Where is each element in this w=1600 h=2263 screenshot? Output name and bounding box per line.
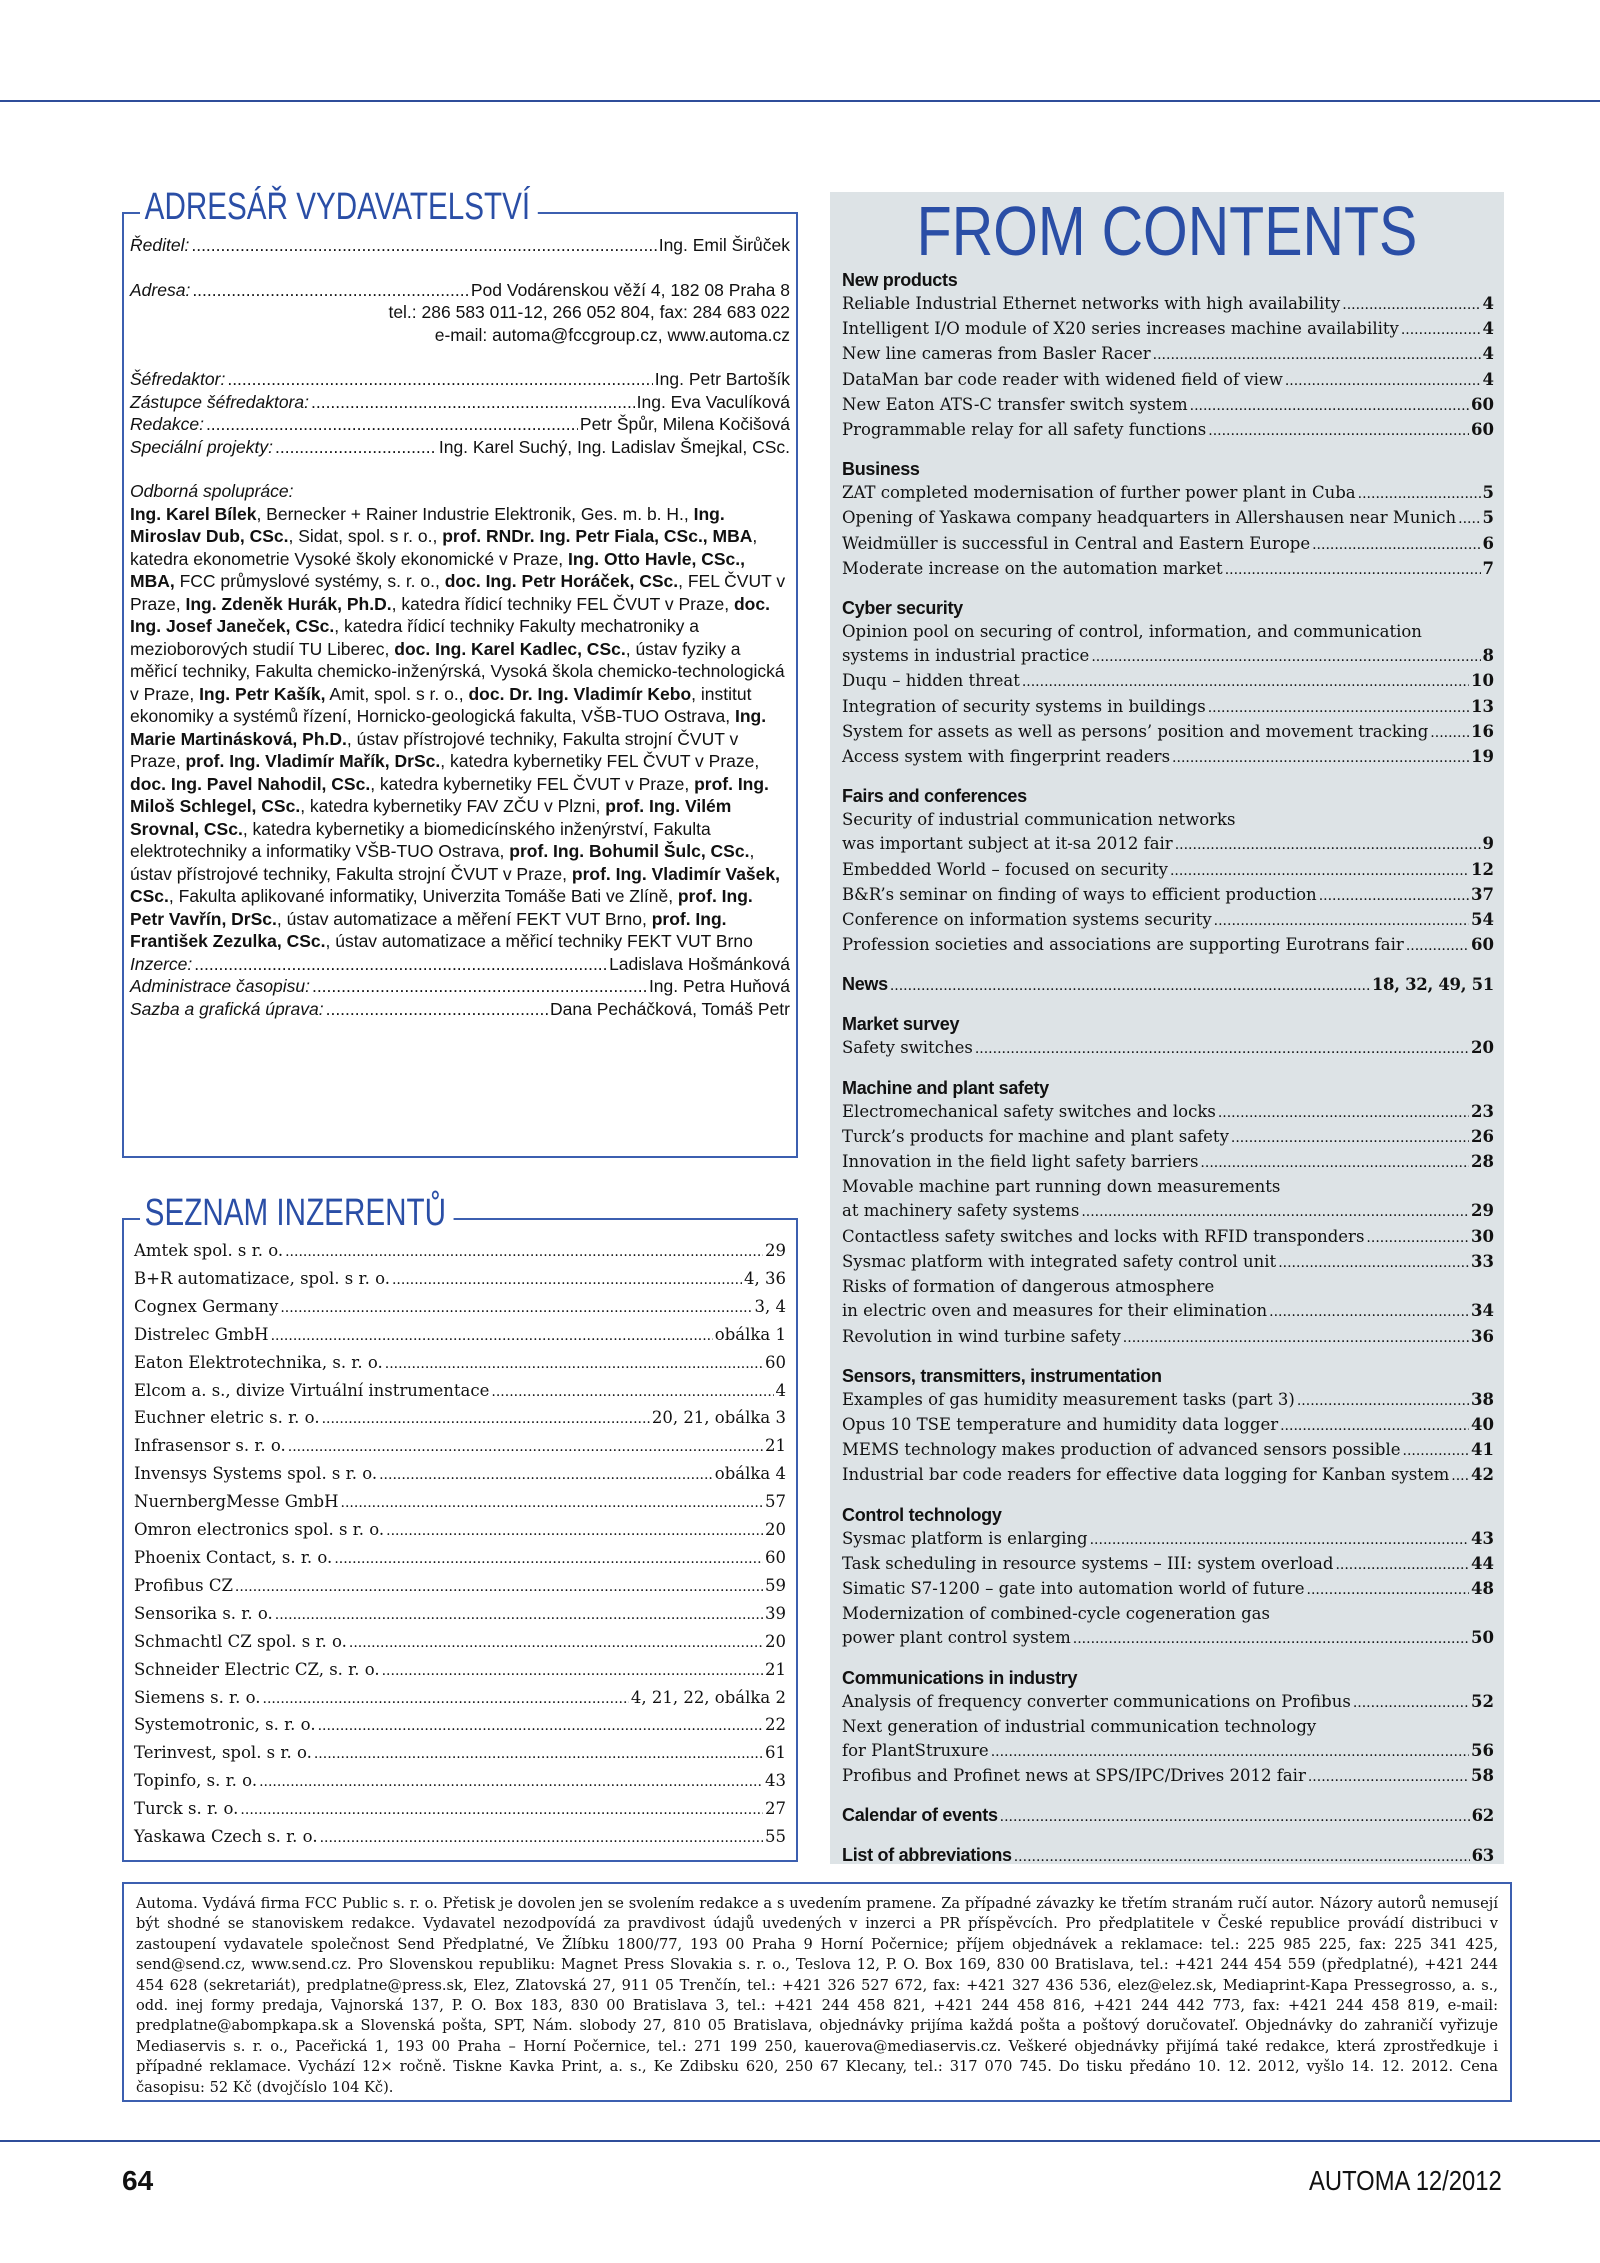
contents-entry-text: New line cameras from Basler Racer bbox=[842, 344, 1151, 364]
advertiser-row-text: Schneider Electric CZ, s. r. o. bbox=[134, 1659, 380, 1679]
contents-entry-page: 42 bbox=[1471, 1465, 1494, 1485]
phone-line: tel.: 286 583 011-12, 266 052 804, fax: 284 683 022 bbox=[388, 302, 790, 322]
contents-entry bbox=[842, 1388, 1494, 1413]
advertiser-row-text: Amtek spol. s r. o. bbox=[134, 1241, 284, 1260]
contents-entry bbox=[842, 393, 1494, 418]
advertiser-row bbox=[134, 1238, 786, 1266]
contents-entry-text: Opening of Yaskawa company headquarters in Allershausen near Munich bbox=[842, 508, 1457, 528]
advertiser-row-page: 4, 36 bbox=[744, 1268, 786, 1288]
contents-entry bbox=[842, 1739, 1494, 1764]
contents-entry bbox=[842, 317, 1494, 342]
contents-entry-text: Task scheduling in resource systems – III: system overload bbox=[842, 1553, 1334, 1573]
magazine-issue: AUTOMA 12/2012 bbox=[1309, 2165, 1502, 2196]
contents-entry bbox=[842, 342, 1494, 367]
advertiser-row-page: obálka 1 bbox=[714, 1324, 786, 1344]
contents-entry-text: systems in industrial practice bbox=[842, 646, 1090, 666]
collaborator-name: doc. Ing. Pavel Nahodil, CSc. bbox=[130, 773, 371, 794]
special-value: Ing. Karel Suchý, Ing. Ladislav Šmejkal, CSc. bbox=[438, 436, 790, 457]
collaborator-name: prof. Ing. Vladimír Mařík, DrSc. bbox=[185, 751, 441, 771]
director-value: Ing. Emil Širůček bbox=[658, 235, 790, 255]
advertiser-row-text: Invensys Systems spol. s r. o. bbox=[134, 1464, 378, 1484]
advertiser-row-text: Siemens s. r. o. bbox=[134, 1687, 261, 1707]
director-label: Ředitel: bbox=[130, 235, 190, 255]
collaborator-name: Ing. Miroslav Dub, CSc. bbox=[130, 503, 725, 546]
contents-entry-text: Profession societies and associations are supporting Eurotrans fair bbox=[842, 935, 1404, 955]
contents-entry bbox=[842, 669, 1494, 694]
collaborator-name: prof. RNDr. Ing. Petr Fiala, CSc., MBA bbox=[442, 526, 753, 546]
contents-entry-page: 9 bbox=[1482, 834, 1494, 854]
contents-entry-text: Analysis of frequency converter communications on Profibus bbox=[842, 1691, 1351, 1711]
advertiser-row bbox=[134, 1378, 786, 1406]
section-heading: Sensors, transmitters, instrumentation bbox=[842, 1365, 1162, 1386]
contents-entry-page: 12 bbox=[1471, 859, 1494, 879]
editor-value: Ing. Petr Bartošík bbox=[654, 369, 790, 389]
contents-entry-text: Duqu – hidden threat bbox=[842, 671, 1020, 691]
contents-entry bbox=[842, 858, 1494, 883]
special-label: Speciální projekty: bbox=[130, 436, 273, 457]
contents-entry-page: 29 bbox=[1471, 1201, 1494, 1221]
contents-entry-page: 5 bbox=[1482, 508, 1494, 528]
advertiser-row-text: Turck s. r. o. bbox=[134, 1799, 239, 1819]
advertiser-row bbox=[134, 1657, 786, 1685]
ads-value: Ladislava Hošmánková bbox=[609, 953, 790, 974]
contents-entry-page: 37 bbox=[1471, 884, 1494, 904]
contents-entry bbox=[842, 1413, 1494, 1438]
contents-entry-text: Opus 10 TSE temperature and humidity data logger bbox=[842, 1414, 1279, 1434]
contents-entry-page: 28 bbox=[1471, 1152, 1494, 1172]
contents-list bbox=[842, 268, 1494, 1869]
collaborator-name: doc. Ing. Karel Kadlec, CSc. bbox=[394, 638, 626, 659]
advertiser-row-text: Eaton Elektrotechnika, s. r. o. bbox=[134, 1352, 383, 1372]
collaborator-affiliation: , katedra kybernetiky a biomedicínského inženýrství, Fakulta elektrotechniky a informatiky VŠB-TUO Ostrava, bbox=[130, 818, 711, 861]
advertiser-row-text: Profibus CZ bbox=[134, 1575, 233, 1595]
contents-entry bbox=[842, 368, 1494, 393]
contents-entry-text: Embedded World – focused on security bbox=[842, 859, 1168, 879]
advertiser-row bbox=[134, 1322, 786, 1350]
advertiser-row-page: 43 bbox=[765, 1771, 786, 1791]
advertiser-row-text: Omron electronics spol. s r. o. bbox=[134, 1520, 385, 1540]
collaborator-name: Ing. Karel Bílek bbox=[130, 503, 257, 524]
contents-entry-line: Movable machine part running down measurements bbox=[842, 1177, 1281, 1197]
advertiser-row-text: Topinfo, s. r. o. bbox=[134, 1771, 258, 1791]
contents-entry-page: 41 bbox=[1471, 1440, 1494, 1460]
contents-entry-page: 10 bbox=[1471, 671, 1494, 691]
advertiser-row-page: 4, 21, 22, obálka 2 bbox=[630, 1687, 786, 1707]
collaborator-name: Ing. Otto Havle, CSc., MBA, bbox=[130, 548, 746, 591]
advertiser-row bbox=[134, 1350, 786, 1378]
contents-entry-page: 52 bbox=[1471, 1691, 1494, 1711]
editor-row bbox=[130, 368, 790, 391]
collaborator-affiliation: , ústav přístrojové techniky, Fakulta strojní ČVUT v Praze, bbox=[130, 841, 755, 884]
admin-row bbox=[130, 975, 790, 998]
advertiser-row-text: Euchner eletric s. r. o. bbox=[134, 1408, 320, 1428]
masthead bbox=[130, 234, 790, 1020]
advertiser-row-page: 29 bbox=[765, 1241, 786, 1260]
advertiser-row-page: 60 bbox=[765, 1352, 786, 1372]
advertiser-row-text: B+R automatizace, spol. s r. o. bbox=[134, 1268, 390, 1288]
contents-entry bbox=[842, 745, 1494, 770]
deputy-row bbox=[130, 391, 790, 414]
contents-entry-page: 19 bbox=[1471, 747, 1494, 767]
advertiser-row-page: 22 bbox=[765, 1715, 786, 1735]
contents-entry-line: Next generation of industrial communication technology bbox=[842, 1716, 1317, 1736]
advertiser-row-page: 39 bbox=[765, 1603, 786, 1623]
contents-entry-text: DataMan bar code reader with widened field of view bbox=[842, 369, 1283, 389]
contents-entry-line: Modernization of combined-cycle cogeneration gas bbox=[842, 1604, 1270, 1624]
section-heading: Cyber security bbox=[842, 598, 963, 619]
contents-title: FROM CONTENTS bbox=[916, 192, 1418, 270]
contents-entry-page: 60 bbox=[1471, 935, 1494, 955]
contents-entry-page: 60 bbox=[1471, 420, 1494, 440]
editor-label: Šéfredaktor: bbox=[130, 369, 226, 389]
collab-heading: Odborná spolupráce: bbox=[130, 481, 294, 501]
advertiser-row-page: 3, 4 bbox=[754, 1296, 786, 1316]
page-number: 64 bbox=[122, 2165, 154, 2196]
advertiser-row bbox=[134, 1461, 786, 1489]
contents-entry-page: 26 bbox=[1471, 1126, 1494, 1146]
contents-entry-text: B&R’s seminar on finding of ways to efficient production bbox=[842, 884, 1317, 904]
collaborator-affiliation: , Bernecker + Rainer Industrie Elektronik, Ges. m. b. H., bbox=[256, 503, 694, 524]
advertiser-row bbox=[134, 1517, 786, 1545]
contents-entry-text: Profibus and Profinet news at SPS/IPC/Drives 2012 fair bbox=[842, 1766, 1306, 1786]
contents-entry-text: ZAT completed modernisation of further power plant in Cuba bbox=[842, 483, 1356, 503]
contents-entry-page: 4 bbox=[1482, 319, 1494, 339]
contents-entry-text: at machinery safety systems bbox=[842, 1201, 1080, 1221]
section-heading-page: 18, 32, 49, 51 bbox=[1371, 975, 1494, 995]
contents-entry-page: 43 bbox=[1471, 1528, 1494, 1548]
contents-entry-text: power plant control system bbox=[842, 1628, 1071, 1648]
contents-entry-page: 33 bbox=[1471, 1251, 1494, 1271]
advertiser-row-page: 21 bbox=[765, 1659, 786, 1679]
contents-entry-text: Innovation in the field light safety barriers bbox=[842, 1152, 1199, 1172]
contents-entry-text: Weidmüller is successful in Central and Eastern Europe bbox=[842, 533, 1311, 553]
contents-entry bbox=[842, 557, 1494, 582]
contents-entry-text: was important subject at it-sa 2012 fair bbox=[842, 834, 1173, 854]
section-heading: New products bbox=[842, 270, 958, 290]
contents-entry bbox=[842, 1690, 1494, 1715]
contents-entry-page: 54 bbox=[1471, 910, 1494, 930]
collaborator-affiliation: , ústav přístrojové techniky, Fakulta strojní ČVUT v Praze, bbox=[130, 728, 739, 771]
contents-entry-text: Access system with fingerprint readers bbox=[842, 747, 1171, 767]
contents-entry bbox=[842, 1626, 1494, 1651]
contents-entry bbox=[842, 1552, 1494, 1577]
contents-entry-page: 44 bbox=[1471, 1553, 1494, 1573]
contents-entry-page: 30 bbox=[1471, 1226, 1494, 1246]
contents-entry-page: 58 bbox=[1471, 1766, 1494, 1786]
ads-row bbox=[130, 953, 790, 976]
section-heading-text: List of abbreviations bbox=[842, 1845, 1012, 1866]
contents-entry-page: 60 bbox=[1471, 394, 1494, 414]
contents-entry bbox=[842, 1527, 1494, 1552]
contents-entry bbox=[842, 644, 1494, 669]
collaborator-name: prof. Ing. František Zezulka, CSc. bbox=[130, 908, 727, 951]
contents-entry-text: MEMS technology makes production of advanced sensors possible bbox=[842, 1440, 1401, 1460]
contents-entry bbox=[842, 1100, 1494, 1125]
section-heading-page: 62 bbox=[1471, 1806, 1494, 1826]
contents-entry-page: 34 bbox=[1471, 1301, 1494, 1321]
collaborator-name: doc. Ing. Josef Janeček, CSc. bbox=[130, 593, 770, 636]
advertiser-row-page: 20, 21, obálka 3 bbox=[651, 1408, 786, 1428]
contents-entry-page: 50 bbox=[1471, 1628, 1494, 1648]
section-heading bbox=[842, 1843, 1494, 1869]
address-value: Pod Vodárenskou věží 4, 182 08 Praha 8 bbox=[470, 279, 790, 300]
contents-entry-text: in electric oven and measures for their elimination bbox=[842, 1301, 1268, 1321]
contents-entry-page: 23 bbox=[1471, 1101, 1494, 1121]
contents-entry bbox=[842, 481, 1494, 506]
newsroom-value: Petr Špůr, Milena Kočišová bbox=[579, 414, 790, 434]
contents-entry bbox=[842, 1150, 1494, 1175]
contents-entry-page: 8 bbox=[1482, 646, 1494, 666]
collaborator-affiliation: , institut ekonomiky a systémů řízení, Hornicko-geologická fakulta, VŠB-TUO Ostrava, bbox=[130, 683, 752, 726]
deputy-label: Zástupce šéfredaktora: bbox=[130, 391, 309, 412]
advertiser-row-text: Phoenix Contact, s. r. o. bbox=[134, 1547, 333, 1567]
contents-entry-page: 48 bbox=[1471, 1578, 1494, 1598]
contents-entry-line: Risks of formation of dangerous atmosphere bbox=[842, 1277, 1215, 1297]
collaborator-affiliation: , katedra kybernetiky FAV ZČU v Plzni, bbox=[300, 796, 606, 816]
section-heading: Fairs and conferences bbox=[842, 786, 1027, 807]
contents-entry-text: Conference on information systems security bbox=[842, 910, 1212, 930]
advertiser-row-page: 59 bbox=[765, 1575, 786, 1595]
collaborator-name: Ing. Marie Martinásková, Ph.D. bbox=[130, 706, 767, 749]
contents-entry-page: 5 bbox=[1482, 483, 1494, 503]
contents-entry-text: Integration of security systems in buildings bbox=[842, 696, 1206, 716]
contents-entry bbox=[842, 1438, 1494, 1463]
section-heading bbox=[842, 1803, 1494, 1829]
contents-entry bbox=[842, 1463, 1494, 1488]
contents-entry-text: Programmable relay for all safety functions bbox=[842, 420, 1207, 440]
layout-row bbox=[130, 998, 790, 1021]
collaborator-name: doc. Ing. Petr Horáček, CSc. bbox=[444, 571, 679, 591]
contents-entry-page: 13 bbox=[1471, 696, 1494, 716]
section-heading-text: News bbox=[842, 974, 888, 995]
advertisers-list bbox=[134, 1238, 786, 1852]
collaborator-name: prof. Ing. Vilém Srovnal, CSc. bbox=[130, 796, 732, 839]
advertiser-row bbox=[134, 1405, 786, 1433]
collaborator-name: prof. Ing. Vladimír Vašek, CSc. bbox=[130, 863, 780, 906]
top-rule bbox=[0, 100, 1600, 102]
contents-entry bbox=[842, 908, 1494, 933]
contents-entry-text: Examples of gas humidity measurement tasks (part 3) bbox=[842, 1389, 1295, 1409]
contents-entry bbox=[842, 1125, 1494, 1150]
advertiser-row bbox=[134, 1712, 786, 1740]
contents-entry bbox=[842, 883, 1494, 908]
advertiser-row-page: 57 bbox=[765, 1492, 786, 1512]
section-heading-page: 63 bbox=[1471, 1846, 1494, 1866]
contents-entry-text: Intelligent I/O module of X20 series increases machine availability bbox=[842, 319, 1399, 339]
advertiser-row-text: NuernbergMesse GmbH bbox=[134, 1492, 339, 1512]
contents-entry-text: Turck’s products for machine and plant safety bbox=[842, 1126, 1229, 1146]
advertiser-row-text: Distrelec GmbH bbox=[134, 1324, 269, 1344]
contents-entry bbox=[842, 1250, 1494, 1275]
contents-entry-text: Revolution in wind turbine safety bbox=[842, 1326, 1121, 1346]
contents-entry-text: Simatic S7-1200 – gate into automation world of future bbox=[842, 1578, 1305, 1598]
bottom-rule bbox=[0, 2140, 1600, 2142]
advertiser-row-page: 60 bbox=[765, 1547, 786, 1567]
advertiser-row-page: 20 bbox=[765, 1520, 786, 1540]
admin-value: Ing. Petra Huňová bbox=[648, 976, 790, 996]
masthead-title: ADRESÁŘ VYDAVATELSTVÍ bbox=[140, 188, 538, 226]
collaborator-affiliation: , katedra kybernetiky FEL ČVUT v Praze, bbox=[440, 751, 760, 771]
section-heading: Communications in industry bbox=[842, 1667, 1078, 1688]
contents-entry-page: 7 bbox=[1482, 558, 1494, 578]
collaborator-name: prof. Ing. Bohumil Šulc, CSc. bbox=[509, 841, 750, 861]
address-label: Adresa: bbox=[130, 279, 191, 300]
contents-entry bbox=[842, 832, 1494, 857]
advertiser-row bbox=[134, 1294, 786, 1322]
advertisers-title: SEZNAM INZERENTŮ bbox=[140, 1194, 454, 1232]
contents-entry bbox=[842, 1036, 1494, 1061]
collaborator-affiliation: , katedra ekonometrie Vysoké školy ekonomické v Praze, bbox=[130, 526, 758, 569]
section-heading: Machine and plant safety bbox=[842, 1077, 1049, 1098]
contents-entry bbox=[842, 292, 1494, 317]
collaborator-affiliation: , Fakulta aplikované informatiky, Univerzita Tomáše Bati ve Zlíně, bbox=[168, 886, 678, 906]
advertiser-row bbox=[134, 1768, 786, 1796]
email-line: e-mail: automa@fccgroup.cz, www.automa.cz bbox=[434, 324, 790, 345]
advertiser-row-page: 61 bbox=[765, 1743, 786, 1763]
advertiser-row-page: 27 bbox=[765, 1799, 786, 1819]
advertiser-row-page: 20 bbox=[765, 1631, 786, 1651]
contents-entry-text: System for assets as well as persons’ position and movement tracking bbox=[842, 721, 1429, 741]
advertiser-row-text: Elcom a. s., divize Virtuální instrumentace bbox=[134, 1380, 490, 1400]
contents-entry-text: New Eaton ATS-C transfer switch system bbox=[842, 394, 1188, 414]
section-heading-text: Calendar of events bbox=[842, 1805, 998, 1826]
advertiser-row bbox=[134, 1266, 786, 1294]
section-heading: Control technology bbox=[842, 1504, 1002, 1525]
collab-paragraph bbox=[130, 503, 790, 953]
contents-entry-page: 6 bbox=[1482, 533, 1494, 553]
advertiser-row-text: Systemotronic, s. r. o. bbox=[134, 1715, 316, 1735]
collaborator-affiliation: , FEL ČVUT v Praze, bbox=[130, 571, 786, 614]
section-heading: Business bbox=[842, 459, 920, 480]
contents-entry bbox=[842, 1764, 1494, 1789]
advertiser-row bbox=[134, 1685, 786, 1713]
address-row bbox=[130, 279, 790, 302]
contents-entry bbox=[842, 1325, 1494, 1350]
newsroom-row bbox=[130, 413, 790, 436]
contents-entry-page: 16 bbox=[1471, 721, 1494, 741]
collaborator-name: Ing. Petr Kašík, bbox=[199, 683, 326, 704]
advertiser-row-page: obálka 4 bbox=[714, 1464, 786, 1484]
contents-entry-text: Contactless safety switches and locks with RFID transponders bbox=[842, 1226, 1365, 1246]
contents-entry bbox=[842, 506, 1494, 531]
contents-entry-text: for PlantStruxure bbox=[842, 1740, 989, 1760]
contents-entry bbox=[842, 720, 1494, 745]
collaborator-affiliation: , katedra kybernetiky FEL ČVUT v Praze, bbox=[370, 773, 695, 794]
advertiser-row bbox=[134, 1629, 786, 1657]
collaborator-affiliation: , ústav automatizace a měřicí techniky FEKT VUT Brno bbox=[325, 931, 753, 951]
ads-label: Inzerce: bbox=[130, 953, 193, 974]
advertiser-row-text: Yaskawa Czech s. r. o. bbox=[134, 1827, 318, 1847]
director-row bbox=[130, 234, 790, 257]
collaborator-affiliation: , ústav fyziky a měřicí techniky, Fakulta chemicko-inženýrská, Vysoká škola chemicko-technologická v Praze, bbox=[130, 638, 785, 704]
advertiser-row-page: 55 bbox=[765, 1827, 786, 1847]
contents-entry-page: 36 bbox=[1471, 1326, 1494, 1346]
advertiser-row bbox=[134, 1573, 786, 1601]
contents-entry-page: 38 bbox=[1471, 1389, 1494, 1409]
contents-entry-text: Electromechanical safety switches and locks bbox=[842, 1101, 1216, 1121]
contents-entry bbox=[842, 933, 1494, 958]
collaborator-affiliation: , ústav automatizace a měření FEKT VUT Brno, bbox=[276, 908, 652, 929]
contents-entry-line: Opinion pool on securing of control, information, and communication bbox=[842, 622, 1422, 642]
contents-entry bbox=[842, 695, 1494, 720]
advertiser-row-text: Infrasensor s. r. o. bbox=[134, 1436, 286, 1456]
collaborator-affiliation: FCC průmyslové systémy, s. r. o., bbox=[174, 571, 445, 591]
advertiser-row-page: 4 bbox=[775, 1380, 786, 1400]
advertiser-row bbox=[134, 1545, 786, 1573]
contents-entry-text: Industrial bar code readers for effective data logging for Kanban system bbox=[842, 1465, 1450, 1485]
deputy-value: Ing. Eva Vaculíková bbox=[636, 391, 790, 412]
collaborator-affiliation: Amit, spol. s r. o., bbox=[325, 683, 469, 704]
contents-entry-text: Sysmac platform with integrated safety control unit bbox=[842, 1251, 1277, 1271]
admin-label: Administrace časopisu: bbox=[130, 976, 310, 996]
advertiser-row bbox=[134, 1796, 786, 1824]
advertiser-row bbox=[134, 1601, 786, 1629]
collaborator-name: prof. Ing. Miloš Schlegel, CSc. bbox=[130, 773, 769, 816]
advertiser-row-text: Sensorika s. r. o. bbox=[134, 1603, 273, 1623]
special-row bbox=[130, 436, 790, 459]
contents-entry-page: 40 bbox=[1471, 1414, 1494, 1434]
advertiser-row-text: Schmachtl CZ spol. s r. o. bbox=[134, 1631, 347, 1651]
contents-entry bbox=[842, 1199, 1494, 1224]
contents-entry-line: Security of industrial communication networks bbox=[842, 810, 1236, 830]
contents-entry-page: 4 bbox=[1482, 294, 1494, 313]
newsroom-label: Redakce: bbox=[130, 414, 204, 434]
collaborator-name: doc. Dr. Ing. Vladimír Kebo bbox=[468, 683, 692, 704]
contents-entry-page: 4 bbox=[1482, 369, 1494, 389]
collaborator-affiliation: , katedra řídicí techniky Fakulty mechatroniky a mezioborových studií TU Liberec, bbox=[130, 616, 699, 659]
contents-entry-text: Sysmac platform is enlarging bbox=[842, 1528, 1088, 1548]
advertiser-row-page: 21 bbox=[765, 1436, 786, 1456]
advertiser-row-text: Terinvest, spol. s r. o. bbox=[134, 1743, 312, 1763]
contents-entry-page: 20 bbox=[1471, 1038, 1494, 1058]
advertiser-row bbox=[134, 1740, 786, 1768]
contents-entry bbox=[842, 1299, 1494, 1324]
collaborator-name: prof. Ing. Petr Vavřín, DrSc. bbox=[130, 886, 753, 929]
contents-entry-text: Moderate increase on the automation market bbox=[842, 558, 1223, 578]
contents-entry-text: Reliable Industrial Ethernet networks with high availability bbox=[842, 294, 1341, 313]
contents-entry-page: 56 bbox=[1471, 1740, 1494, 1760]
contents-entry bbox=[842, 532, 1494, 557]
advertiser-row bbox=[134, 1433, 786, 1461]
advertiser-row bbox=[134, 1824, 786, 1852]
contents-entry bbox=[842, 418, 1494, 443]
contents-entry-text: Safety switches bbox=[842, 1038, 973, 1058]
imprint: Automa. Vydává firma FCC Public s. r. o. Přetisk je dovolen jen se svolením redakce a s uvedením pramene. Za případné závazky ke třetím stranám ručí autor. Názory autorů nemusejí být shodné se stanoviskem redakce. Vydavatel nezodpovídá za pravdivost údajů uvedených v inzerci a PR příspěvcích. Pro předplatitele v České republice provádí distribuci v zastoupení vydavatele společnost Send Předplatné, Ve Žlíbku 1800/77, 193 00 Praha 9 Horní Počernice; příjem objednávek a reklamace: tel.: 225 985 225, fax: 225 341 425, send@send.cz, www.send.cz. Pro Slovenskou republiku: Magnet Press Slovakia s. r. o., Teslova 12, P. O. Box 169, 830 00 Bratislava, tel.: +421 244 454 559 (předplatné), +421 244 454 628 (sekretariát), predplatne@press.sk, Elez, Zlatovská 27, 911 05 Trenčín, tel.: +421 326 527 672, fax: +421 327 436 536, elez@elez.sk, Mediaprint-Kapa Pressegrosso, a. s., odd. inej formy predaja, Vajnorská 137, P. O. Box 183, 830 00 Bratislava 3, tel.: +421 244 458 821, +421 244 458 816, +421 244 442 773, fax: +421 244 458 819, e-mail: predplatne@abompkapa.sk a Slovenská pošta, SPT, Nám. slobody 27, 810 05 Bratislava, objednávky prijíma každá pošta a poštový doručovateľ. Objednávky do zahraničí vyřizuje Mediaservis s. r. o., Paceřická 1, 193 00 Praha – Horní Počernice, tel.: 271 199 250, kauerova@mediaservis.cz. Veškeré objednávky přijímá také redakce, která zprostředkuje i případné reklamace. Vychází 12× ročně. Tiskne Kavka Print, a. s., Ke Zdibsku 620, 250 67 Klecany, tel.: 317 070 745. Do tisku předáno 10. 12. 2012, vyšlo 14. 12. 2012. Cena časopisu: 52 Kč (dvojčíslo 104 Kč). bbox=[122, 1882, 1512, 2102]
contents-entry-page: 4 bbox=[1482, 344, 1494, 364]
layout-value: Dana Pecháčková, Tomáš Petr bbox=[550, 998, 790, 1019]
layout-label: Sazba a grafická úprava: bbox=[130, 998, 324, 1019]
collaborator-affiliation: , Sidat, spol. s r. o., bbox=[288, 526, 443, 546]
advertiser-row-text: Cognex Germany bbox=[134, 1296, 279, 1316]
contents-entry bbox=[842, 1577, 1494, 1602]
collaborator-name: Ing. Zdeněk Hurák, Ph.D. bbox=[185, 593, 392, 614]
contents-entry bbox=[842, 1225, 1494, 1250]
section-heading bbox=[842, 972, 1494, 998]
section-heading: Market survey bbox=[842, 1014, 960, 1035]
collaborator-affiliation: , katedra řídicí techniky FEL ČVUT v Praze, bbox=[391, 593, 734, 614]
advertiser-row bbox=[134, 1489, 786, 1517]
